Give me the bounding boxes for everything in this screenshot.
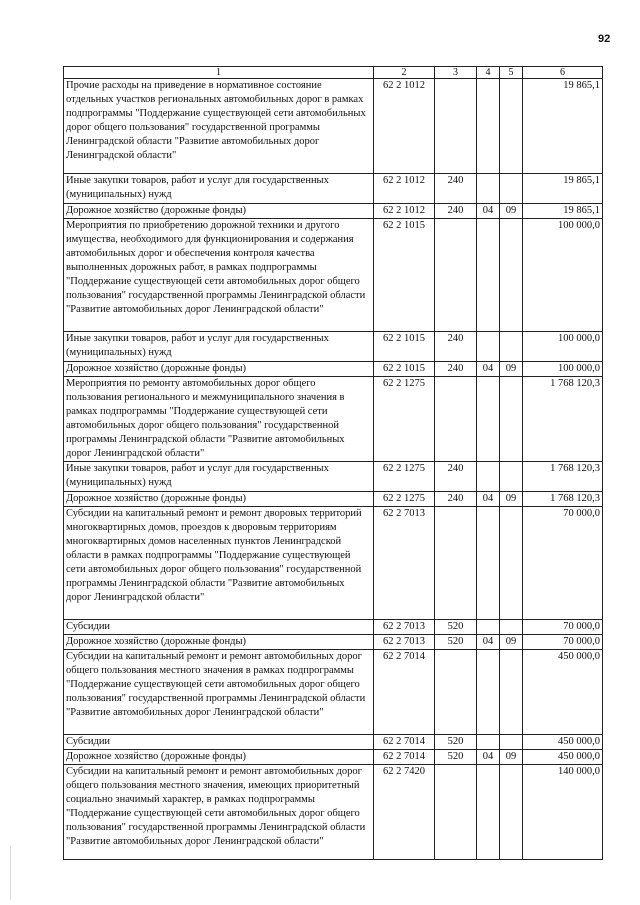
target-article-code: 62 2 7013 [374, 635, 435, 650]
expense-name: Мероприятия по ремонту автомобильных дорог общего пользования регионального и межмуниципального значения в рамках подпрограммы "Поддержание существующей сети автомобильных дорог общего пользования" государственной программы Ленинградской области "Развитие автомобильных дорог Ленинградской области" [64, 377, 374, 462]
subsection-code: 09 [500, 492, 523, 507]
table-row [64, 507, 603, 620]
column-header: 5 [500, 67, 523, 79]
target-article-code: 62 2 1012 [374, 79, 435, 174]
target-article-code: 62 2 1275 [374, 462, 435, 492]
expense-type-code [435, 79, 477, 174]
expense-name: Дорожное хозяйство (дорожные фонды) [64, 362, 374, 377]
section-code [477, 79, 500, 174]
expense-name: Субсидии на капитальный ремонт и ремонт дворовых территорий многоквартирных домов, проездов к дворовым территориям многоквартирных домов населенных пунктов Ленинградской области в рамках подпрограммы "Поддержание существующей сети автомобильных дорог общего пользования" государственной программы Ленинградской области "Развитие автомобильных дорог Ленинградской области" [64, 507, 374, 620]
table-row [64, 219, 603, 332]
expense-name: Дорожное хозяйство (дорожные фонды) [64, 750, 374, 765]
target-article-code: 62 2 1275 [374, 377, 435, 462]
expense-name: Субсидии на капитальный ремонт и ремонт автомобильных дорог общего пользования местного значения в рамках подпрограммы "Поддержание существующей сети автомобильных дорог общего пользования" государственной программы Ленинградской области "Развитие автомобильных дорог Ленинградской области" [64, 650, 374, 735]
expense-name: Дорожное хозяйство (дорожные фонды) [64, 635, 374, 650]
table-header-row [64, 67, 603, 79]
subsection-code [500, 79, 523, 174]
section-code: 04 [477, 204, 500, 219]
expense-name: Мероприятия по приобретению дорожной техники и другого имущества, необходимого для функционирования и содержания автомобильных дорог и обеспечения контроля качества выполненных дорожных работ, в рамках подпрограммы "Поддержание существующей сети автомобильных дорог общего пользования" государственной программы Ленинградской области "Развитие автомобильных дорог Ленинградской области" [64, 219, 374, 332]
target-article-code: 62 2 1012 [374, 204, 435, 219]
section-code [477, 332, 500, 362]
target-article-code: 62 2 7013 [374, 620, 435, 635]
subsection-code [500, 650, 523, 735]
subsection-code [500, 219, 523, 332]
column-header: 4 [477, 67, 500, 79]
table-row [64, 492, 603, 507]
target-article-code: 62 2 7014 [374, 650, 435, 735]
expense-name: Иные закупки товаров, работ и услуг для государственных (муниципальных) нужд [64, 332, 374, 362]
expense-name: Дорожное хозяйство (дорожные фонды) [64, 204, 374, 219]
target-article-code: 62 2 7014 [374, 735, 435, 750]
subsection-code [500, 507, 523, 620]
expense-type-code: 520 [435, 635, 477, 650]
expense-name: Субсидии [64, 735, 374, 750]
expense-type-code [435, 507, 477, 620]
section-code [477, 462, 500, 492]
column-header: 3 [435, 67, 477, 79]
section-code: 04 [477, 362, 500, 377]
column-header: 6 [523, 67, 603, 79]
table-row [64, 79, 603, 174]
subsection-code [500, 174, 523, 204]
amount: 100 000,0 [523, 219, 603, 332]
subsection-code: 09 [500, 635, 523, 650]
amount: 1 768 120,3 [523, 462, 603, 492]
amount: 19 865,1 [523, 174, 603, 204]
expense-type-code: 520 [435, 735, 477, 750]
page-number: 92 [598, 33, 611, 45]
section-code [477, 219, 500, 332]
target-article-code: 62 2 1015 [374, 332, 435, 362]
table-row [64, 635, 603, 650]
subsection-code [500, 765, 523, 860]
target-article-code: 62 2 7013 [374, 507, 435, 620]
section-code [477, 174, 500, 204]
target-article-code: 62 2 1012 [374, 174, 435, 204]
target-article-code: 62 2 7420 [374, 765, 435, 860]
expense-type-code [435, 377, 477, 462]
table-row [64, 620, 603, 635]
scan-margin-line [10, 846, 11, 900]
section-code [477, 377, 500, 462]
amount: 1 768 120,3 [523, 492, 603, 507]
subsection-code [500, 462, 523, 492]
amount: 70 000,0 [523, 507, 603, 620]
table-row [64, 765, 603, 860]
column-header: 2 [374, 67, 435, 79]
target-article-code: 62 2 7014 [374, 750, 435, 765]
expense-name: Иные закупки товаров, работ и услуг для государственных (муниципальных) нужд [64, 462, 374, 492]
target-article-code: 62 2 1015 [374, 219, 435, 332]
table-row [64, 735, 603, 750]
subsection-code: 09 [500, 204, 523, 219]
expense-name: Иные закупки товаров, работ и услуг для государственных (муниципальных) нужд [64, 174, 374, 204]
subsection-code: 09 [500, 362, 523, 377]
subsection-code: 09 [500, 750, 523, 765]
expense-name: Субсидии [64, 620, 374, 635]
amount: 140 000,0 [523, 765, 603, 860]
expense-type-code: 240 [435, 174, 477, 204]
amount: 100 000,0 [523, 332, 603, 362]
section-code: 04 [477, 750, 500, 765]
subsection-code [500, 735, 523, 750]
amount: 450 000,0 [523, 650, 603, 735]
amount: 19 865,1 [523, 79, 603, 174]
table-row [64, 650, 603, 735]
subsection-code [500, 377, 523, 462]
expense-name: Прочие расходы на приведение в нормативное состояние отдельных участков региональных автомобильных дорог в рамках подпрограммы "Поддержание существующей сети автомобильных дорог общего пользования" государственной программы Ленинградской области "Развитие автомобильных дорог Ленинградской области" [64, 79, 374, 174]
table-row [64, 332, 603, 362]
section-code: 04 [477, 635, 500, 650]
table-row [64, 174, 603, 204]
expense-name: Субсидии на капитальный ремонт и ремонт автомобильных дорог общего пользования местного значения, имеющих приоритетный социально значимый характер, в рамках подпрограммы "Поддержание существующей сети автомобильных дорог общего пользования" государственной программы Ленинградской области "Развитие автомобильных дорог Ленинградской области" [64, 765, 374, 860]
expense-type-code: 240 [435, 362, 477, 377]
subsection-code [500, 620, 523, 635]
amount: 450 000,0 [523, 750, 603, 765]
amount: 1 768 120,3 [523, 377, 603, 462]
expense-type-code: 240 [435, 462, 477, 492]
section-code [477, 650, 500, 735]
subsection-code [500, 332, 523, 362]
expense-type-code: 240 [435, 204, 477, 219]
expense-type-code: 520 [435, 750, 477, 765]
amount: 19 865,1 [523, 204, 603, 219]
amount: 70 000,0 [523, 620, 603, 635]
section-code [477, 620, 500, 635]
amount: 70 000,0 [523, 635, 603, 650]
section-code [477, 507, 500, 620]
section-code: 04 [477, 492, 500, 507]
table-row [64, 204, 603, 219]
expense-name: Дорожное хозяйство (дорожные фонды) [64, 492, 374, 507]
expense-type-code: 240 [435, 332, 477, 362]
target-article-code: 62 2 1015 [374, 362, 435, 377]
amount: 100 000,0 [523, 362, 603, 377]
column-header: 1 [64, 67, 374, 79]
table-row [64, 750, 603, 765]
table-row [64, 362, 603, 377]
table-row [64, 462, 603, 492]
expense-type-code: 520 [435, 620, 477, 635]
expense-type-code [435, 765, 477, 860]
section-code [477, 765, 500, 860]
table-row [64, 377, 603, 462]
expense-type-code [435, 219, 477, 332]
section-code [477, 735, 500, 750]
budget-table [63, 66, 603, 860]
amount: 450 000,0 [523, 735, 603, 750]
expense-type-code [435, 650, 477, 735]
expense-type-code: 240 [435, 492, 477, 507]
target-article-code: 62 2 1275 [374, 492, 435, 507]
